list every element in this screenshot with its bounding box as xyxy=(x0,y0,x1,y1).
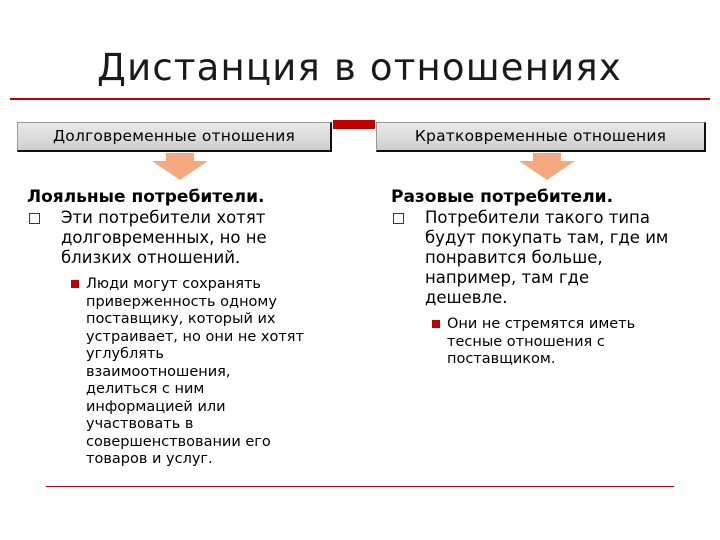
slide-title: Дистанция в отношениях xyxy=(97,46,622,89)
bullet-text-line: Эти потребители хотят xyxy=(61,208,266,227)
sub-bullet-text-line: поставщиком. xyxy=(447,351,556,367)
header-long-term: Долговременные отношения xyxy=(17,122,332,152)
hollow-square-bullet-icon xyxy=(29,213,40,224)
heading-loyal-consumers: Лояльные потребители. xyxy=(27,187,265,207)
bullet-text-line: будут покупать там, где им xyxy=(425,228,669,247)
list-item xyxy=(27,276,357,469)
sub-bullet-text-line: приверженность одному xyxy=(86,293,277,310)
sub-bullet-text-line: участвовать в xyxy=(86,416,194,432)
sub-bullet-text-line: тесные отношения с xyxy=(447,333,605,350)
heading-one-time-consumers: Разовые потребители. xyxy=(391,187,614,207)
bullet-text-line: Потребители такого типа xyxy=(425,208,650,227)
bottom-divider xyxy=(46,486,674,487)
filled-square-bullet-icon xyxy=(432,320,440,328)
column-long-term xyxy=(27,186,357,469)
sub-bullet-text-line: углублять xyxy=(86,346,164,362)
sub-bullet-text-line: товаров и услуг. xyxy=(86,451,213,467)
title-underline xyxy=(10,98,710,100)
column-short-term xyxy=(391,186,716,369)
sub-bullet-text-line: информацией или xyxy=(86,398,226,415)
sub-bullet-text-line: Они не стремятся иметь xyxy=(447,316,636,332)
list-item xyxy=(27,208,357,268)
list-item xyxy=(391,208,716,308)
center-divider-block xyxy=(333,120,375,129)
hollow-square-bullet-icon xyxy=(393,213,404,224)
sub-bullet-text-line: устраивает, но они не хотят xyxy=(86,328,304,345)
bullet-text-line: близких отношений. xyxy=(61,248,241,267)
bullet-text-line: дешевле. xyxy=(425,288,508,307)
sub-bullet-text-line: взаимоотношения, xyxy=(86,363,231,380)
down-arrow-icon xyxy=(150,153,210,181)
bullet-text-line: понравится больше, xyxy=(425,248,603,267)
down-arrow-icon xyxy=(517,153,577,181)
sub-bullet-text-line: Люди могут сохранять xyxy=(86,276,261,292)
bullet-text-line: например, там где xyxy=(425,268,590,287)
header-short-term: Кратковременные отношения xyxy=(376,122,706,152)
sub-bullet-text-line: поставщику, который их xyxy=(86,311,276,327)
filled-square-bullet-icon xyxy=(71,280,79,288)
sub-bullet-text-line: совершенствовании его xyxy=(86,433,271,450)
list-item xyxy=(391,316,716,369)
bullet-text-line: долговременных, но не xyxy=(61,228,267,247)
sub-bullet-text-line: делиться с ним xyxy=(86,381,205,397)
